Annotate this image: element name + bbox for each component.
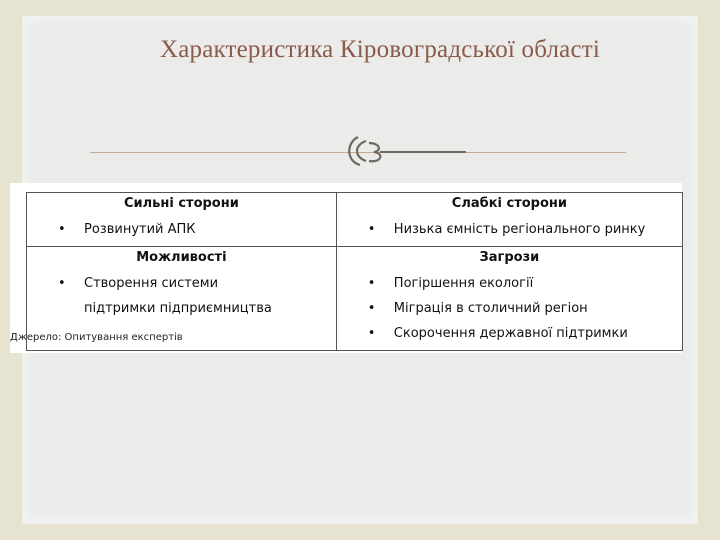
list-item: • Розвинутий АПК — [27, 217, 336, 242]
title-divider-accent — [380, 151, 466, 153]
bullet-icon: • — [367, 222, 376, 237]
list-item: • Скорочення державної підтримки — [337, 321, 682, 346]
list-item: • Створення системи підтримки підприємництва — [27, 271, 289, 321]
bullet-icon: • — [367, 276, 376, 291]
strengths-cell — [27, 215, 337, 247]
list-item: • Міграція в столичний регіон — [337, 296, 682, 321]
bullet-icon: • — [58, 276, 66, 291]
weaknesses-heading: Слабкі сторони — [336, 193, 682, 216]
source-note: Джерело: Опитування експертів — [10, 332, 183, 343]
bullet-icon: • — [58, 222, 66, 237]
weaknesses-cell — [336, 215, 682, 247]
curl-flourish-icon — [336, 133, 386, 169]
strengths-heading: Сильні сторони — [27, 193, 337, 216]
swot-panel — [10, 183, 682, 353]
bullet-icon: • — [367, 326, 376, 341]
swot-table — [26, 192, 683, 351]
list-item: • Низька ємність регіонального ринку — [337, 217, 682, 242]
threats-heading: Загрози — [336, 247, 682, 270]
bullet-icon: • — [367, 301, 376, 316]
list-item: • Погіршення екології — [337, 271, 682, 296]
threats-cell — [336, 269, 682, 351]
opportunities-heading: Можливості — [27, 247, 337, 270]
slide-title: Характеристика Кіровоградської області — [159, 36, 601, 63]
